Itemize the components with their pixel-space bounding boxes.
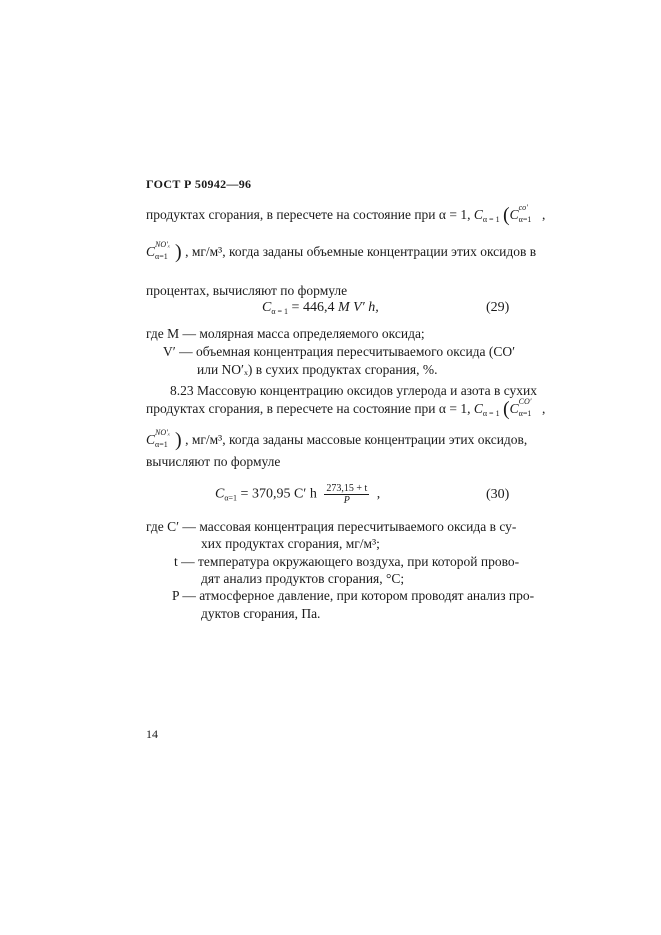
p2-line-2-text: продуктах сгорания, в пересчете на состояние при α = 1, [146, 401, 471, 416]
co2-superscript: CO′ [518, 396, 532, 406]
def29-symbol-v: V′ — [163, 344, 193, 359]
equation-30-number: (30) [486, 487, 510, 502]
eq30-denominator: P [343, 495, 350, 506]
p2-line-1: 8.23 Массовую концентрацию оксидов углерода и азота в сухих [170, 383, 537, 398]
def30-text-t: температура окружающего воздуха, при которой прово- [198, 554, 520, 569]
eq29-variables: M V′ h, [337, 300, 379, 315]
p1-line-1-text: продуктах сгорания, в пересчете на состояние при α = 1, [146, 207, 471, 222]
eq30-tail: , [376, 486, 381, 502]
no-index [155, 239, 175, 261]
def29-row-3 [197, 362, 437, 378]
no2-index [155, 427, 175, 449]
no-superscript: NO′ₓ [155, 239, 171, 249]
equation-29 [262, 300, 379, 316]
eq29-lhs-sub: α = 1 [271, 307, 289, 316]
p1-line-3: процентах, вычисляют по формуле [146, 283, 348, 298]
def30-row-4: дят анализ продуктов сгорания, °С; [201, 571, 405, 586]
co2-subscript: α=1 [518, 408, 532, 418]
p2-line-3 [146, 427, 528, 451]
def30-text-c: массовая концентрация пересчитываемого оксида в су- [199, 519, 517, 534]
def29-text-v: объемная концентрация пересчитываемого оксида (CO′ [195, 344, 516, 359]
open-paren: ( [502, 204, 510, 226]
co2-index [518, 396, 539, 418]
symbol-c-no: C [146, 244, 156, 259]
eq30-lhs: C [215, 486, 225, 502]
no-subscript: α=1 [155, 251, 168, 261]
no2-subscript: α=1 [155, 439, 168, 449]
co-superscript: co′ [518, 202, 528, 212]
def29-text-v-cont: или NO′ₓ) в сухих продуктах сгорания, %. [197, 362, 438, 377]
def30-symbol-p: P — [172, 588, 196, 603]
eq30-numerator: 273,15 + t [326, 483, 368, 494]
def30-row-2: хих продуктах сгорания, мг/м³; [201, 536, 380, 551]
def30-row-3 [174, 554, 519, 570]
p2-line-2: продуктах сгорания, в пересчете на состояние при α = 1, $C_{\alpha = 1}$ (C CO′ α=1 , [146, 396, 546, 420]
eq29-coefficient: = 446,4 [291, 300, 335, 315]
equation-29-number: (29) [486, 300, 510, 315]
no2-superscript: NO′ₓ [155, 427, 171, 437]
close-paren-2: ) [175, 429, 182, 451]
eq29-lhs: C [262, 300, 272, 315]
symbol-c-co2: C [509, 401, 519, 416]
close-paren: ) [175, 241, 182, 263]
symbol-c-co: C [509, 207, 519, 222]
p2-line-3-text: , мг/м³, когда заданы массовые концентрации этих оксидов, [185, 432, 528, 447]
symbol-c-2: C [473, 401, 483, 416]
p2-line-4: вычисляют по формуле [146, 454, 281, 469]
def29-row-1 [146, 326, 425, 342]
open-paren-2: ( [502, 398, 510, 420]
subscript-alpha: α = 1 [482, 215, 500, 224]
p1-line-1: продуктах сгорания, в пересчете на состояние при α = 1, $C_{\alpha = 1}$ (C co′ α=1 , [146, 202, 546, 226]
def29-row-2 [163, 344, 515, 360]
def30-row-1 [146, 519, 516, 535]
def29-text-m: молярная масса определяемого оксида; [199, 326, 425, 341]
subscript-alpha-2: α = 1 [482, 409, 500, 418]
def30-symbol-t: t — [174, 554, 195, 569]
co-index [518, 202, 539, 224]
def30-text-p: атмосферное давление, при котором проводят анализ про- [199, 588, 535, 603]
co-subscript: α=1 [518, 214, 532, 224]
def29-symbol-m: где M — [146, 326, 196, 341]
symbol-c-no2: C [146, 432, 156, 447]
eq30-lhs-sub: α=1 [224, 493, 238, 503]
eq30-fraction [324, 483, 369, 506]
def30-row-5 [172, 588, 534, 604]
def30-row-6: дуктов сгорания, Па. [201, 606, 321, 621]
def30-symbol-c: где C′ — [146, 519, 196, 534]
eq30-coefficient: = 370,95 C′ h [240, 486, 317, 502]
page-number: 14 [146, 727, 158, 741]
standard-header: ГОСТ Р 50942—96 [146, 177, 252, 191]
equation-30 [215, 483, 380, 506]
symbol-c: C [473, 207, 483, 222]
p1-line-2-text: , мг/м³, когда заданы объемные концентрации этих оксидов в [185, 244, 537, 259]
p1-line-2 [146, 239, 537, 263]
